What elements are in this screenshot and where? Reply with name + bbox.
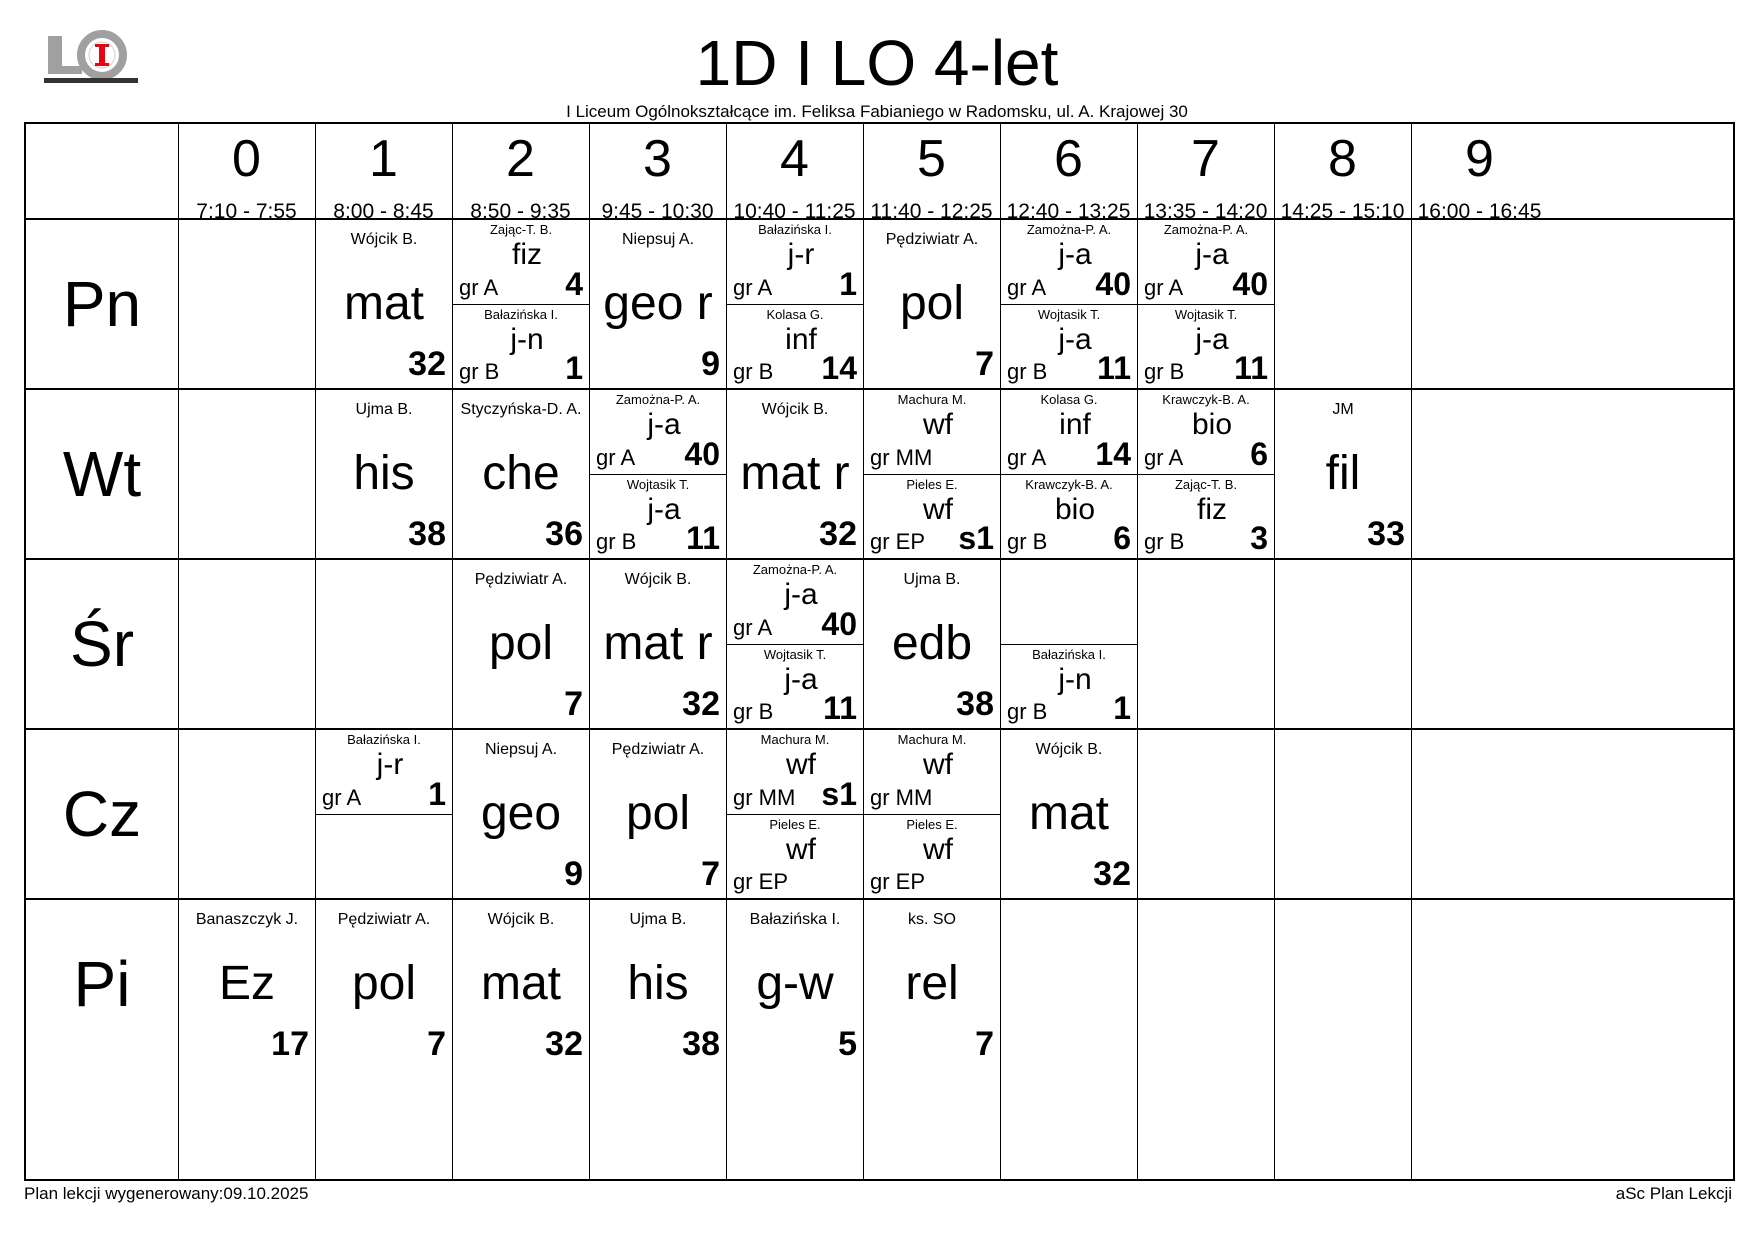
lesson-cell-half[interactable]: [864, 390, 1000, 474]
lesson-cell[interactable]: [590, 220, 726, 388]
subject-name: j-a: [1058, 238, 1092, 271]
day-label-cell: [26, 900, 178, 1068]
teacher-name: Wójcik B.: [624, 571, 692, 588]
room-number: 1: [839, 266, 857, 302]
subject-name: mat r: [603, 617, 713, 670]
subject-name: j-n: [510, 323, 544, 356]
page-title: 1D I LO 4-let: [695, 27, 1059, 99]
lesson-cell[interactable]: [179, 900, 315, 1068]
room-number: 11: [1097, 350, 1131, 386]
lesson-cell-half[interactable]: [864, 815, 1000, 898]
room-number: 38: [956, 685, 994, 723]
lesson-cell-half[interactable]: [590, 475, 726, 558]
period-number: 3: [643, 130, 672, 188]
room-number: 32: [545, 1025, 583, 1063]
period-time: 8:50 - 9:35: [470, 200, 571, 218]
teacher-name: Pędziwiatr A.: [611, 741, 705, 758]
lesson-split-divider: [315, 814, 452, 815]
group-label: gr MM: [870, 445, 933, 470]
room-number: 5: [838, 1025, 857, 1063]
group-label: gr A: [1144, 275, 1184, 300]
period-number: 4: [780, 130, 809, 188]
teacher-name: Machura M.: [897, 732, 967, 747]
lesson-cell[interactable]: [453, 730, 589, 898]
lesson-cell-half[interactable]: [1001, 475, 1137, 558]
subject-name: pol: [351, 957, 417, 1010]
teacher-name: Zamożna-P. A.: [752, 562, 838, 577]
school-name: I Liceum Ogólnokształcące im. Feliksa Fabianiego w Radomsku, ul. A. Krajowej 30: [566, 102, 1188, 121]
subject-name: j-r: [376, 748, 404, 781]
room-number: s1: [821, 776, 857, 812]
group-label: gr A: [596, 445, 636, 470]
room-number: 7: [427, 1025, 446, 1063]
group-label: gr EP: [870, 869, 926, 894]
period-header-9: [1411, 124, 1548, 218]
teacher-name: Zając-T. B.: [489, 222, 553, 237]
subject-name: j-a: [1195, 323, 1229, 356]
teacher-name: Ujma B.: [355, 401, 413, 418]
lesson-cell[interactable]: [316, 220, 452, 388]
day-label-cell: [26, 390, 178, 558]
teacher-name: Pieles E.: [906, 477, 958, 492]
teacher-name: Wojtasik T.: [626, 477, 690, 492]
group-label: gr A: [733, 615, 773, 640]
room-number: 7: [975, 345, 994, 383]
period-header-2: [452, 124, 589, 218]
room-number: 36: [545, 515, 583, 553]
lesson-cell[interactable]: [1275, 390, 1411, 558]
teacher-name: Kolasa G.: [766, 307, 824, 322]
group-label: gr B: [1007, 699, 1048, 724]
teacher-name: Wójcik B.: [1035, 741, 1103, 758]
lesson-cell[interactable]: [727, 390, 863, 558]
group-label: gr B: [1007, 529, 1048, 554]
period-time: 7:10 - 7:55: [196, 200, 297, 218]
subject-name: j-a: [647, 493, 681, 526]
teacher-name: Styczyńska-D. A.: [460, 401, 582, 418]
room-number: 40: [821, 606, 857, 642]
room-number: 1: [1113, 690, 1131, 726]
group-label: gr B: [596, 529, 637, 554]
lesson-cell[interactable]: [590, 560, 726, 728]
period-header-1: [315, 124, 452, 218]
group-label: gr A: [1007, 275, 1047, 300]
subject-name: his: [353, 447, 415, 500]
group-label: gr MM: [733, 785, 796, 810]
subject-name: j-a: [784, 663, 818, 696]
room-number: 14: [1095, 436, 1131, 472]
lesson-cell-half[interactable]: [727, 560, 863, 644]
subject-name: fil: [1325, 447, 1361, 500]
teacher-name: Krawczyk-B. A.: [1025, 477, 1113, 492]
lesson-cell[interactable]: [316, 900, 452, 1068]
room-number: 6: [1113, 520, 1131, 556]
lesson-cell[interactable]: [453, 560, 589, 728]
subject-name: wf: [923, 493, 953, 526]
subject-name: geo r: [603, 277, 713, 330]
day-label: Wt: [62, 438, 142, 510]
subject-name: wf: [923, 748, 953, 781]
teacher-name: Pieles E.: [906, 817, 958, 832]
subject-name: mat: [343, 277, 424, 330]
subject-name: pol: [625, 787, 691, 840]
subject-name: g-w: [756, 957, 834, 1010]
teacher-name: Zamożna-P. A.: [1026, 222, 1112, 237]
subject-name: rel: [905, 957, 959, 1010]
group-label: gr B: [1144, 529, 1185, 554]
lesson-cell-half[interactable]: [727, 305, 863, 388]
subject-name: bio: [1191, 408, 1233, 441]
lesson-cell-half[interactable]: [727, 645, 863, 728]
day-label: Śr: [70, 608, 134, 680]
room-number: 33: [1367, 515, 1405, 553]
group-label: gr B: [1144, 359, 1185, 384]
room-number: 4: [565, 266, 583, 302]
subject-name: j-n: [1058, 663, 1092, 696]
day-label: Pi: [73, 948, 131, 1020]
group-label: gr MM: [870, 785, 933, 810]
subject-name: wf: [786, 833, 816, 866]
subject-name: wf: [786, 748, 816, 781]
room-number: s1: [958, 520, 994, 556]
room-number: 38: [408, 515, 446, 553]
subject-name: Ez: [218, 957, 275, 1010]
lesson-cell-half[interactable]: [590, 390, 726, 474]
day-label-cell: [26, 220, 178, 388]
subject-name: j-a: [1058, 323, 1092, 356]
period-time: 8:00 - 8:45: [333, 200, 434, 218]
teacher-name: Machura M.: [760, 732, 830, 747]
period-number: 7: [1191, 130, 1220, 188]
teacher-name: Bałazińska I.: [347, 732, 421, 747]
lesson-cell[interactable]: [864, 900, 1000, 1068]
grid-line-vertical: [1411, 124, 1412, 1179]
subject-name: pol: [488, 617, 554, 670]
grid-line-vertical: [1274, 124, 1275, 1179]
subject-name: his: [627, 957, 689, 1010]
teacher-name: Wójcik B.: [487, 911, 555, 928]
lesson-cell[interactable]: [864, 220, 1000, 388]
period-number: 0: [232, 130, 261, 188]
teacher-name: Niepsuj A.: [484, 741, 558, 758]
period-header-5: [863, 124, 1000, 218]
room-number: 32: [1093, 855, 1131, 893]
group-label: gr A: [322, 785, 362, 810]
subject-name: wf: [923, 833, 953, 866]
teacher-name: Pędziwiatr A.: [474, 571, 568, 588]
room-number: 7: [564, 685, 583, 723]
lesson-cell-half[interactable]: [1138, 220, 1274, 304]
group-label: gr A: [1144, 445, 1184, 470]
teacher-name: ks. SO: [907, 911, 956, 928]
room-number: 40: [1095, 266, 1131, 302]
lesson-cell-half[interactable]: [1138, 475, 1274, 558]
lesson-cell-half[interactable]: [1001, 305, 1137, 388]
lesson-cell[interactable]: [590, 900, 726, 1068]
subject-name: geo: [480, 787, 562, 840]
period-time: 14:25 - 15:10: [1280, 200, 1405, 218]
teacher-name: Zając-T. B.: [1174, 477, 1238, 492]
period-header-4: [726, 124, 863, 218]
room-number: 38: [682, 1025, 720, 1063]
subject-name: wf: [923, 408, 953, 441]
group-label: gr EP: [733, 869, 789, 894]
room-number: 11: [1234, 350, 1268, 386]
room-number: 17: [271, 1025, 309, 1063]
subject-name: j-r: [787, 238, 815, 271]
timetable-grid: [24, 122, 1735, 1181]
teacher-name: Kolasa G.: [1040, 392, 1098, 407]
group-label: gr B: [733, 699, 774, 724]
room-number: 11: [823, 690, 857, 726]
teacher-name: Bałazińska I.: [749, 911, 841, 928]
room-number: 9: [564, 855, 583, 893]
group-label: gr A: [1007, 445, 1047, 470]
lesson-cell[interactable]: [453, 900, 589, 1068]
group-label: gr B: [1007, 359, 1048, 384]
subject-name: fiz: [1197, 493, 1227, 526]
teacher-name: Ujma B.: [629, 911, 687, 928]
group-label: gr B: [459, 359, 500, 384]
period-time: 10:40 - 11:25: [733, 200, 856, 218]
teacher-name: Bałazińska I.: [758, 222, 832, 237]
lesson-cell-half[interactable]: [864, 730, 1000, 814]
teacher-name: Banaszczyk J.: [195, 911, 299, 928]
period-number: 9: [1465, 130, 1494, 188]
subject-name: mat: [480, 957, 561, 1010]
period-header-0: [178, 124, 315, 218]
subject-name: j-a: [647, 408, 681, 441]
lesson-cell[interactable]: [590, 730, 726, 898]
lesson-cell-half[interactable]: [1138, 390, 1274, 474]
period-number: 8: [1328, 130, 1357, 188]
app-name: aSc Plan Lekcji: [1615, 1184, 1732, 1203]
room-number: 32: [682, 685, 720, 723]
period-number: 5: [917, 130, 946, 188]
group-label: gr B: [733, 359, 774, 384]
room-number: 1: [565, 350, 583, 386]
teacher-name: Wójcik B.: [761, 401, 829, 418]
room-number: 1: [428, 776, 446, 812]
lesson-cell-half[interactable]: [727, 220, 863, 304]
day-label: Pn: [62, 268, 142, 340]
period-header-3: [589, 124, 726, 218]
lesson-cell-half[interactable]: [453, 220, 589, 304]
teacher-name: Wójcik B.: [350, 231, 418, 248]
lesson-cell-half[interactable]: [727, 730, 863, 814]
room-number: 9: [701, 345, 720, 383]
teacher-name: Pędziwiatr A.: [337, 911, 431, 928]
lesson-cell-half[interactable]: [1001, 645, 1137, 728]
teacher-name: Niepsuj A.: [621, 231, 695, 248]
teacher-name: Pędziwiatr A.: [885, 231, 979, 248]
subject-name: j-a: [1195, 238, 1229, 271]
room-number: 3: [1250, 520, 1268, 556]
subject-name: inf: [1059, 408, 1091, 441]
period-number: 2: [506, 130, 535, 188]
room-number: 6: [1250, 436, 1268, 472]
period-time: 16:00 - 16:45: [1417, 200, 1542, 218]
generated-date: Plan lekcji wygenerowany:09.10.2025: [24, 1184, 309, 1203]
lesson-cell-half[interactable]: [1001, 220, 1137, 304]
room-number: 40: [684, 436, 720, 472]
teacher-name: Bałazińska I.: [1032, 647, 1106, 662]
period-time: 13:35 - 14:20: [1143, 200, 1268, 218]
period-number: 6: [1054, 130, 1083, 188]
room-number: 11: [686, 520, 720, 556]
period-header-8: [1274, 124, 1411, 218]
teacher-name: Machura M.: [897, 392, 967, 407]
day-label: Cz: [62, 778, 142, 850]
group-label: gr A: [733, 275, 773, 300]
period-number: 1: [369, 130, 398, 188]
teacher-name: Wojtasik T.: [1174, 307, 1238, 322]
teacher-name: JM: [1332, 401, 1354, 418]
subject-name: j-a: [784, 578, 818, 611]
room-number: 40: [1232, 266, 1268, 302]
lesson-cell[interactable]: [316, 390, 452, 558]
subject-name: mat: [1028, 787, 1109, 840]
room-number: 32: [819, 515, 857, 553]
lesson-cell[interactable]: [864, 560, 1000, 728]
group-label: gr A: [459, 275, 499, 300]
teacher-name: Zamożna-P. A.: [1163, 222, 1249, 237]
lesson-cell-half[interactable]: [316, 730, 452, 814]
lesson-cell-half[interactable]: [453, 305, 589, 388]
teacher-name: Bałazińska I.: [484, 307, 558, 322]
lesson-cell-half[interactable]: [1138, 305, 1274, 388]
subject-name: mat r: [740, 447, 850, 500]
subject-name: fiz: [512, 238, 542, 271]
lesson-cell[interactable]: [453, 390, 589, 558]
room-number: 14: [821, 350, 857, 386]
teacher-name: Krawczyk-B. A.: [1162, 392, 1250, 407]
teacher-name: Wojtasik T.: [1037, 307, 1101, 322]
teacher-name: Wojtasik T.: [763, 647, 827, 662]
subject-name: bio: [1054, 493, 1096, 526]
period-time: 12:40 - 13:25: [1006, 200, 1131, 218]
subject-name: inf: [785, 323, 817, 356]
day-label-cell: [26, 730, 178, 898]
period-time: 11:40 - 12:25: [870, 200, 993, 218]
lesson-cell-half[interactable]: [864, 475, 1000, 558]
subject-name: che: [482, 447, 560, 500]
lesson-cell[interactable]: [1001, 730, 1137, 898]
lesson-cell-half[interactable]: [727, 815, 863, 898]
teacher-name: Pieles E.: [769, 817, 821, 832]
subject-name: edb: [891, 617, 973, 670]
lesson-cell[interactable]: [727, 900, 863, 1068]
day-label-cell: [26, 560, 178, 728]
group-label: gr EP: [870, 529, 926, 554]
period-header-7: [1137, 124, 1274, 218]
period-header-6: [1000, 124, 1137, 218]
subject-name: pol: [899, 277, 965, 330]
teacher-name: Zamożna-P. A.: [615, 392, 701, 407]
room-number: 32: [408, 345, 446, 383]
lesson-cell-half[interactable]: [1001, 390, 1137, 474]
teacher-name: Ujma B.: [903, 571, 961, 588]
period-time: 9:45 - 10:30: [601, 200, 714, 218]
room-number: 7: [975, 1025, 994, 1063]
room-number: 7: [701, 855, 720, 893]
